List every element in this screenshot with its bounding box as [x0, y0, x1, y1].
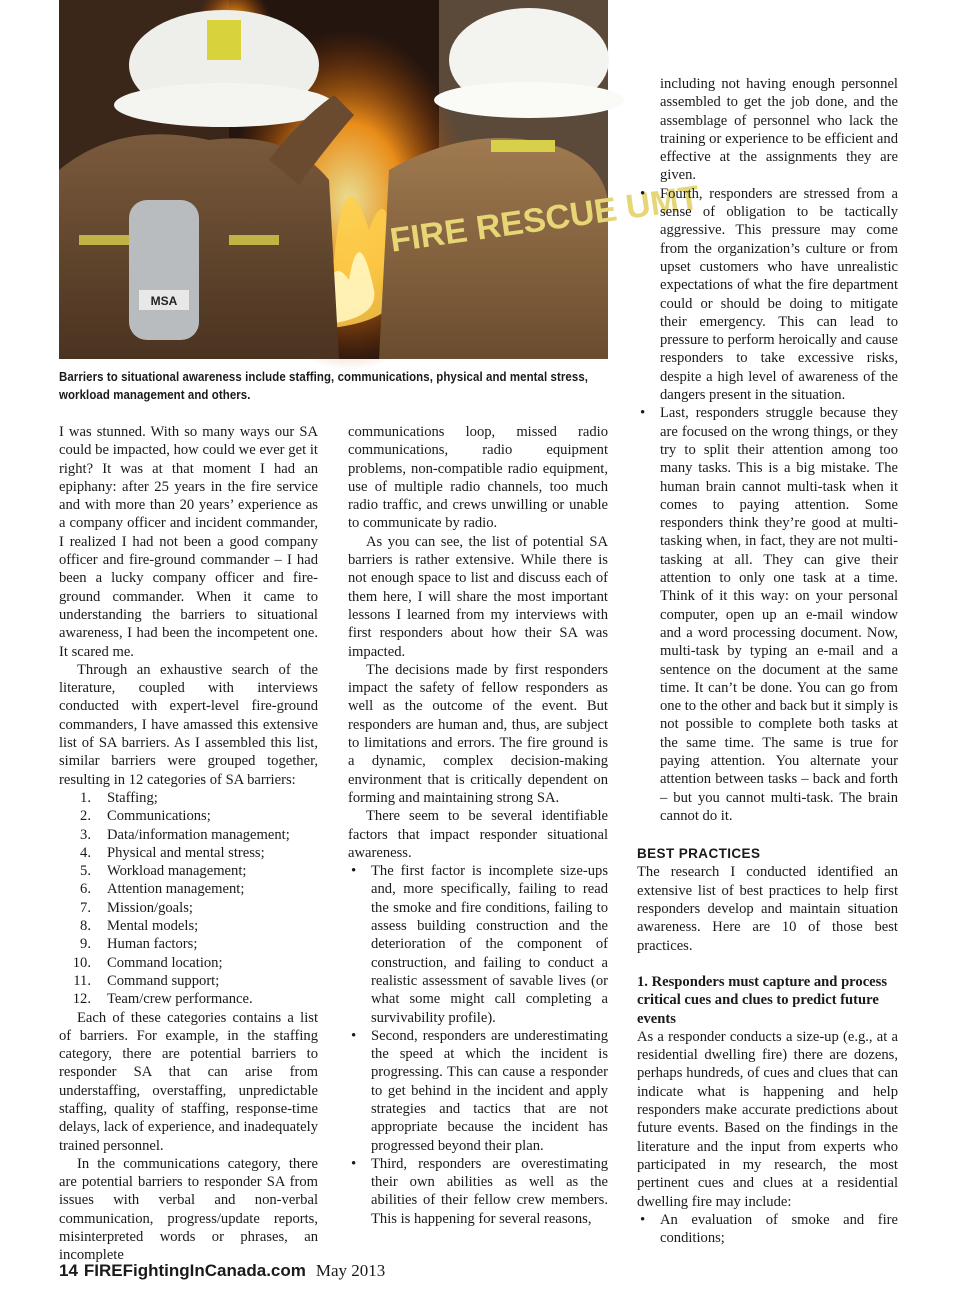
page-footer [59, 1261, 385, 1283]
list-item: • An evaluation of smoke and fire conditions; [637, 1211, 898, 1248]
issue-date: May 2013 [315, 1261, 386, 1280]
list-item: 9. Human factors; [80, 936, 198, 953]
cues-list [637, 1211, 898, 1248]
list-item: 8. Mental models; [80, 918, 199, 935]
list-item: 11. Command support; [73, 972, 220, 989]
list-item: 7. Mission/goals; [80, 899, 193, 916]
paragraph: The decisions made by first responders impact the safety of fellow responders as well as the outcome of the event. But responders are human and, thus, are subject to limitations and errors. The fire ground is a dynamic, complex decision-making environment that is critically dependent on forming and maintaining strong SA. [348, 661, 608, 806]
paragraph: As you can see, the list of potential SA barriers is rather extensive. While there is not enough space to list and discuss each of them here, I will share the most important lessons I learned from my interviews with first responders about how their SA was impacted. [348, 533, 608, 660]
list-item: • Third, responders are overestimating their own abilities as well as the abilities of their fellow crew members. This is happening for several reasons, [348, 1155, 608, 1228]
list-item: • Fourth, responders are stressed from a sense of obligation to be tactically aggressive. This pressure may come from the organization’s culture or from upset customers who have unrealistic expectations of what the fire department could or should be doing to mitigate their emergency. This can lead to pressure to perform heroically and cause responders to take excessive risks, despite a high level of awareness of the dangers present in the situation. [637, 185, 898, 405]
list-item: • Last, responders struggle because they are focused on the wrong things, or they try to split their attention among too many tasks. This is a big mistake. The human brain cannot multi-task when it comes to paying attention. Some responders think they’re good at multi-tasking when, in fact, they are not multi-tasking at all. They can give their attention to only one task at a time. Think of it this way: on your personal computer, open up an e-mail window and a word processing document. Now, multi-task by typing an e-mail and a sentence on the document at the same time. It can’t be done. You can go from one to the other and back but it simply is not possible to complete both tasks at the same time. The same is true for paying attention. You alternate your attention between tasks – back and forth – but you cannot multi-task. The brain cannot do it. [637, 404, 898, 825]
site-name: FIREFightingInCanada.com [83, 1261, 306, 1280]
page-number: 14 [59, 1261, 78, 1280]
list-item-continuation: including not having enough personnel assembled to get the job done, and the assemblage of personnel who lack the training or experience to be efficient and effective at the assignments they are given. [660, 76, 898, 184]
paragraph: As a responder conducts a size-up (e.g., at a residential dwelling fire) there are dozens, perhaps hundreds, of cues and clues that can indicate what is happening and help responders make accurate predictions about future events. Based on the findings in the literature and the input from experts who participated in my research, the most pertinent cues and clues at a residential dwelling fire may include: [637, 1028, 898, 1210]
paragraph: There seem to be several identifiable factors that impact responder situational awareness. [348, 808, 608, 861]
list-item: 12. Team/crew performance. [72, 991, 253, 1008]
barriers-list [59, 789, 318, 1009]
list-item: • The first factor is incomplete size-ups and, more specifically, failing to read the smoke and fire conditions, failing to assess building construction and the deterioration of the component of construction, and failing to conduct a realistic assessment of savable lives (or what some might call completing a survivability profile). [348, 862, 608, 1027]
tank-label: MSA [150, 294, 178, 308]
section-heading: BEST PRACTICES [637, 846, 761, 862]
column-1 [59, 423, 318, 1265]
factors-list-continued [637, 75, 898, 825]
list-item: 10. Command location; [72, 954, 223, 971]
list-item: • Second, responders are underestimating the speed at which the incident is progressing. This can cause a responder to get behind in the incident and apply strategies and tactics that are not appropriate because the incident has progressed beyond their plan. [348, 1027, 608, 1155]
jacket-text: FIRE RESCUE UMT [387, 178, 702, 260]
column-3 [637, 75, 898, 1247]
firefighters-photo [59, 0, 702, 359]
paragraph: In the communications category, there are potential barriers to responder SA from issues with verbal and non-verbal communication, progress/update reports, misinterpreted words or phrases, an incomplete [59, 1155, 318, 1264]
paragraph: The research I conducted identified an extensive list of best practices to help first responders develop and maintain situation awareness. Here are 10 of those best practices. [637, 864, 898, 954]
paragraph: communications loop, missed radio communications, radio equipment problems, non-compatible radio equipment, use of multiple radio channels, too much radio traffic, and crews unwilling or unable to communicate by radio. [348, 424, 608, 532]
paragraph: Each of these categories contains a list of barriers. For example, in the staffing category, there are potential barriers to responder SA that can arise from understaffing, overstaffing, unpredictable staffing, quality of staffing, response-time delays, lack of experience, and inadequately trained personnel. [59, 1009, 318, 1154]
paragraph: I was stunned. With so many ways our SA could be impacted, how could we ever get it right? It was at that moment I had an epiphany: after 25 years in the fire service and with more than 20 years’ experience as a company officer and incident commander, I realized I had not been a good company officer and fire-ground commander – I had been a lucky company officer and fire-ground commander. When it came to understanding the barriers to situational awareness, I had been the incompetent one. It scared me. [59, 424, 318, 660]
list-item: 3. Data/information management; [80, 826, 290, 843]
list-item: 6. Attention management; [80, 881, 245, 898]
paragraph: Through an exhaustive search of the literature, coupled with interviews conducted with expert-level fire-ground commanders, I have amassed this extensive list of SA barriers. As I assembled this list, similar barriers were grouped together, resulting in 12 categories of SA barriers: [59, 661, 318, 788]
factors-list [348, 862, 608, 1228]
subheading: 1. Responders must capture and process critical cues and clues to predict future events [637, 973, 888, 1027]
photo-caption: Barriers to situational awareness include staffing, communications, physical and mental stress, workload management and others. [59, 369, 589, 402]
list-item: 1. Staffing; [80, 789, 158, 806]
list-item: 5. Workload management; [80, 863, 247, 880]
list-item: 4. Physical and mental stress; [80, 844, 265, 861]
list-item: 2. Communications; [80, 808, 211, 825]
column-2 [348, 423, 608, 1228]
